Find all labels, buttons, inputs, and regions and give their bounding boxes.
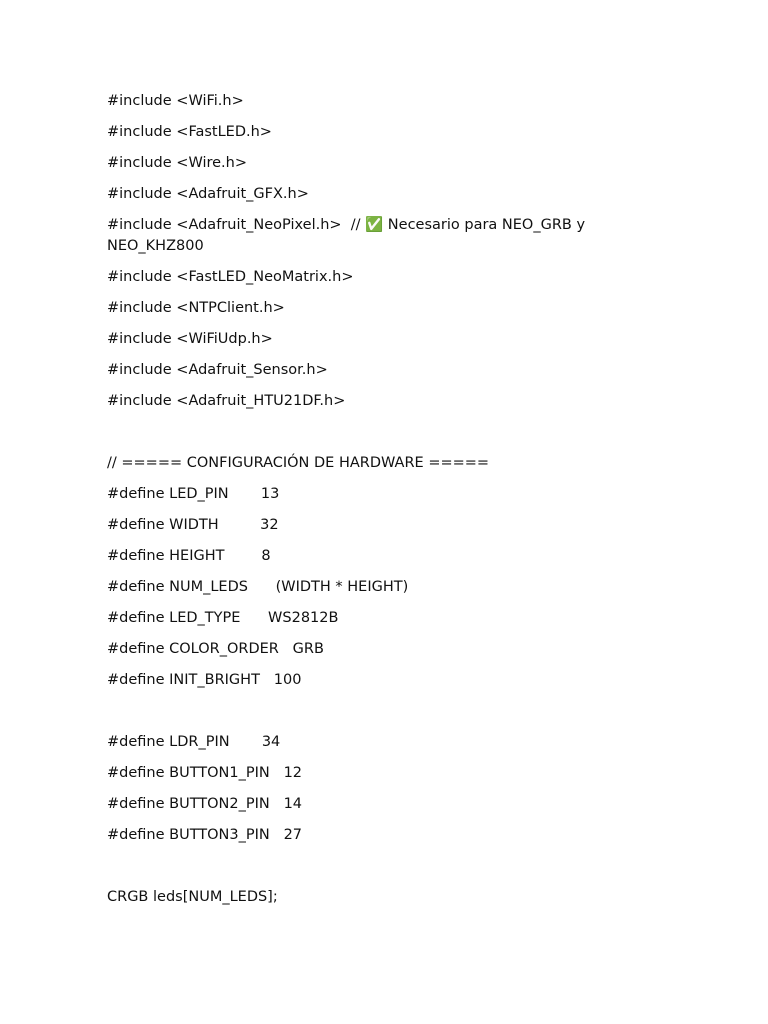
code-line: #include <Adafruit_NeoPixel.h> // ✅ Necesario para NEO_GRB y NEO_KHZ800 <box>107 217 590 254</box>
code-line: #define WIDTH 32 <box>107 517 279 533</box>
code-line: #define BUTTON2_PIN 14 <box>107 796 303 812</box>
code-line: #define LED_PIN 13 <box>107 486 280 502</box>
code-line: #define LED_TYPE WS2812B <box>107 610 339 626</box>
section-comment: // ===== CONFIGURACIÓN DE HARDWARE ===== <box>107 455 490 471</box>
code-line: #include <Wire.h> <box>107 155 248 171</box>
code-line: #define INIT_BRIGHT 100 <box>107 672 302 688</box>
code-line: #define NUM_LEDS (WIDTH * HEIGHT) <box>107 579 409 595</box>
code-line: #include <WiFiUdp.h> <box>107 331 273 347</box>
code-line: #include <WiFi.h> <box>107 93 244 109</box>
code-line: #include <FastLED_NeoMatrix.h> <box>107 269 354 285</box>
code-line: #include <Adafruit_Sensor.h> <box>107 362 328 378</box>
blank-line <box>107 701 607 722</box>
code-line: #define LDR_PIN 34 <box>107 734 281 750</box>
code-line: #define BUTTON1_PIN 12 <box>107 765 303 781</box>
code-line: #define BUTTON3_PIN 27 <box>107 827 303 843</box>
code-line: #define HEIGHT 8 <box>107 548 271 564</box>
code-line: #define COLOR_ORDER GRB <box>107 641 324 657</box>
code-line: #include <Adafruit_GFX.h> <box>107 186 309 202</box>
blank-line <box>107 422 607 443</box>
document-page <box>107 91 607 918</box>
code-line: #include <FastLED.h> <box>107 124 272 140</box>
blank-line <box>107 856 607 877</box>
code-line: #include <NTPClient.h> <box>107 300 285 316</box>
code-line: #include <Adafruit_HTU21DF.h> <box>107 393 346 409</box>
code-line: CRGB leds[NUM_LEDS]; <box>107 889 278 905</box>
